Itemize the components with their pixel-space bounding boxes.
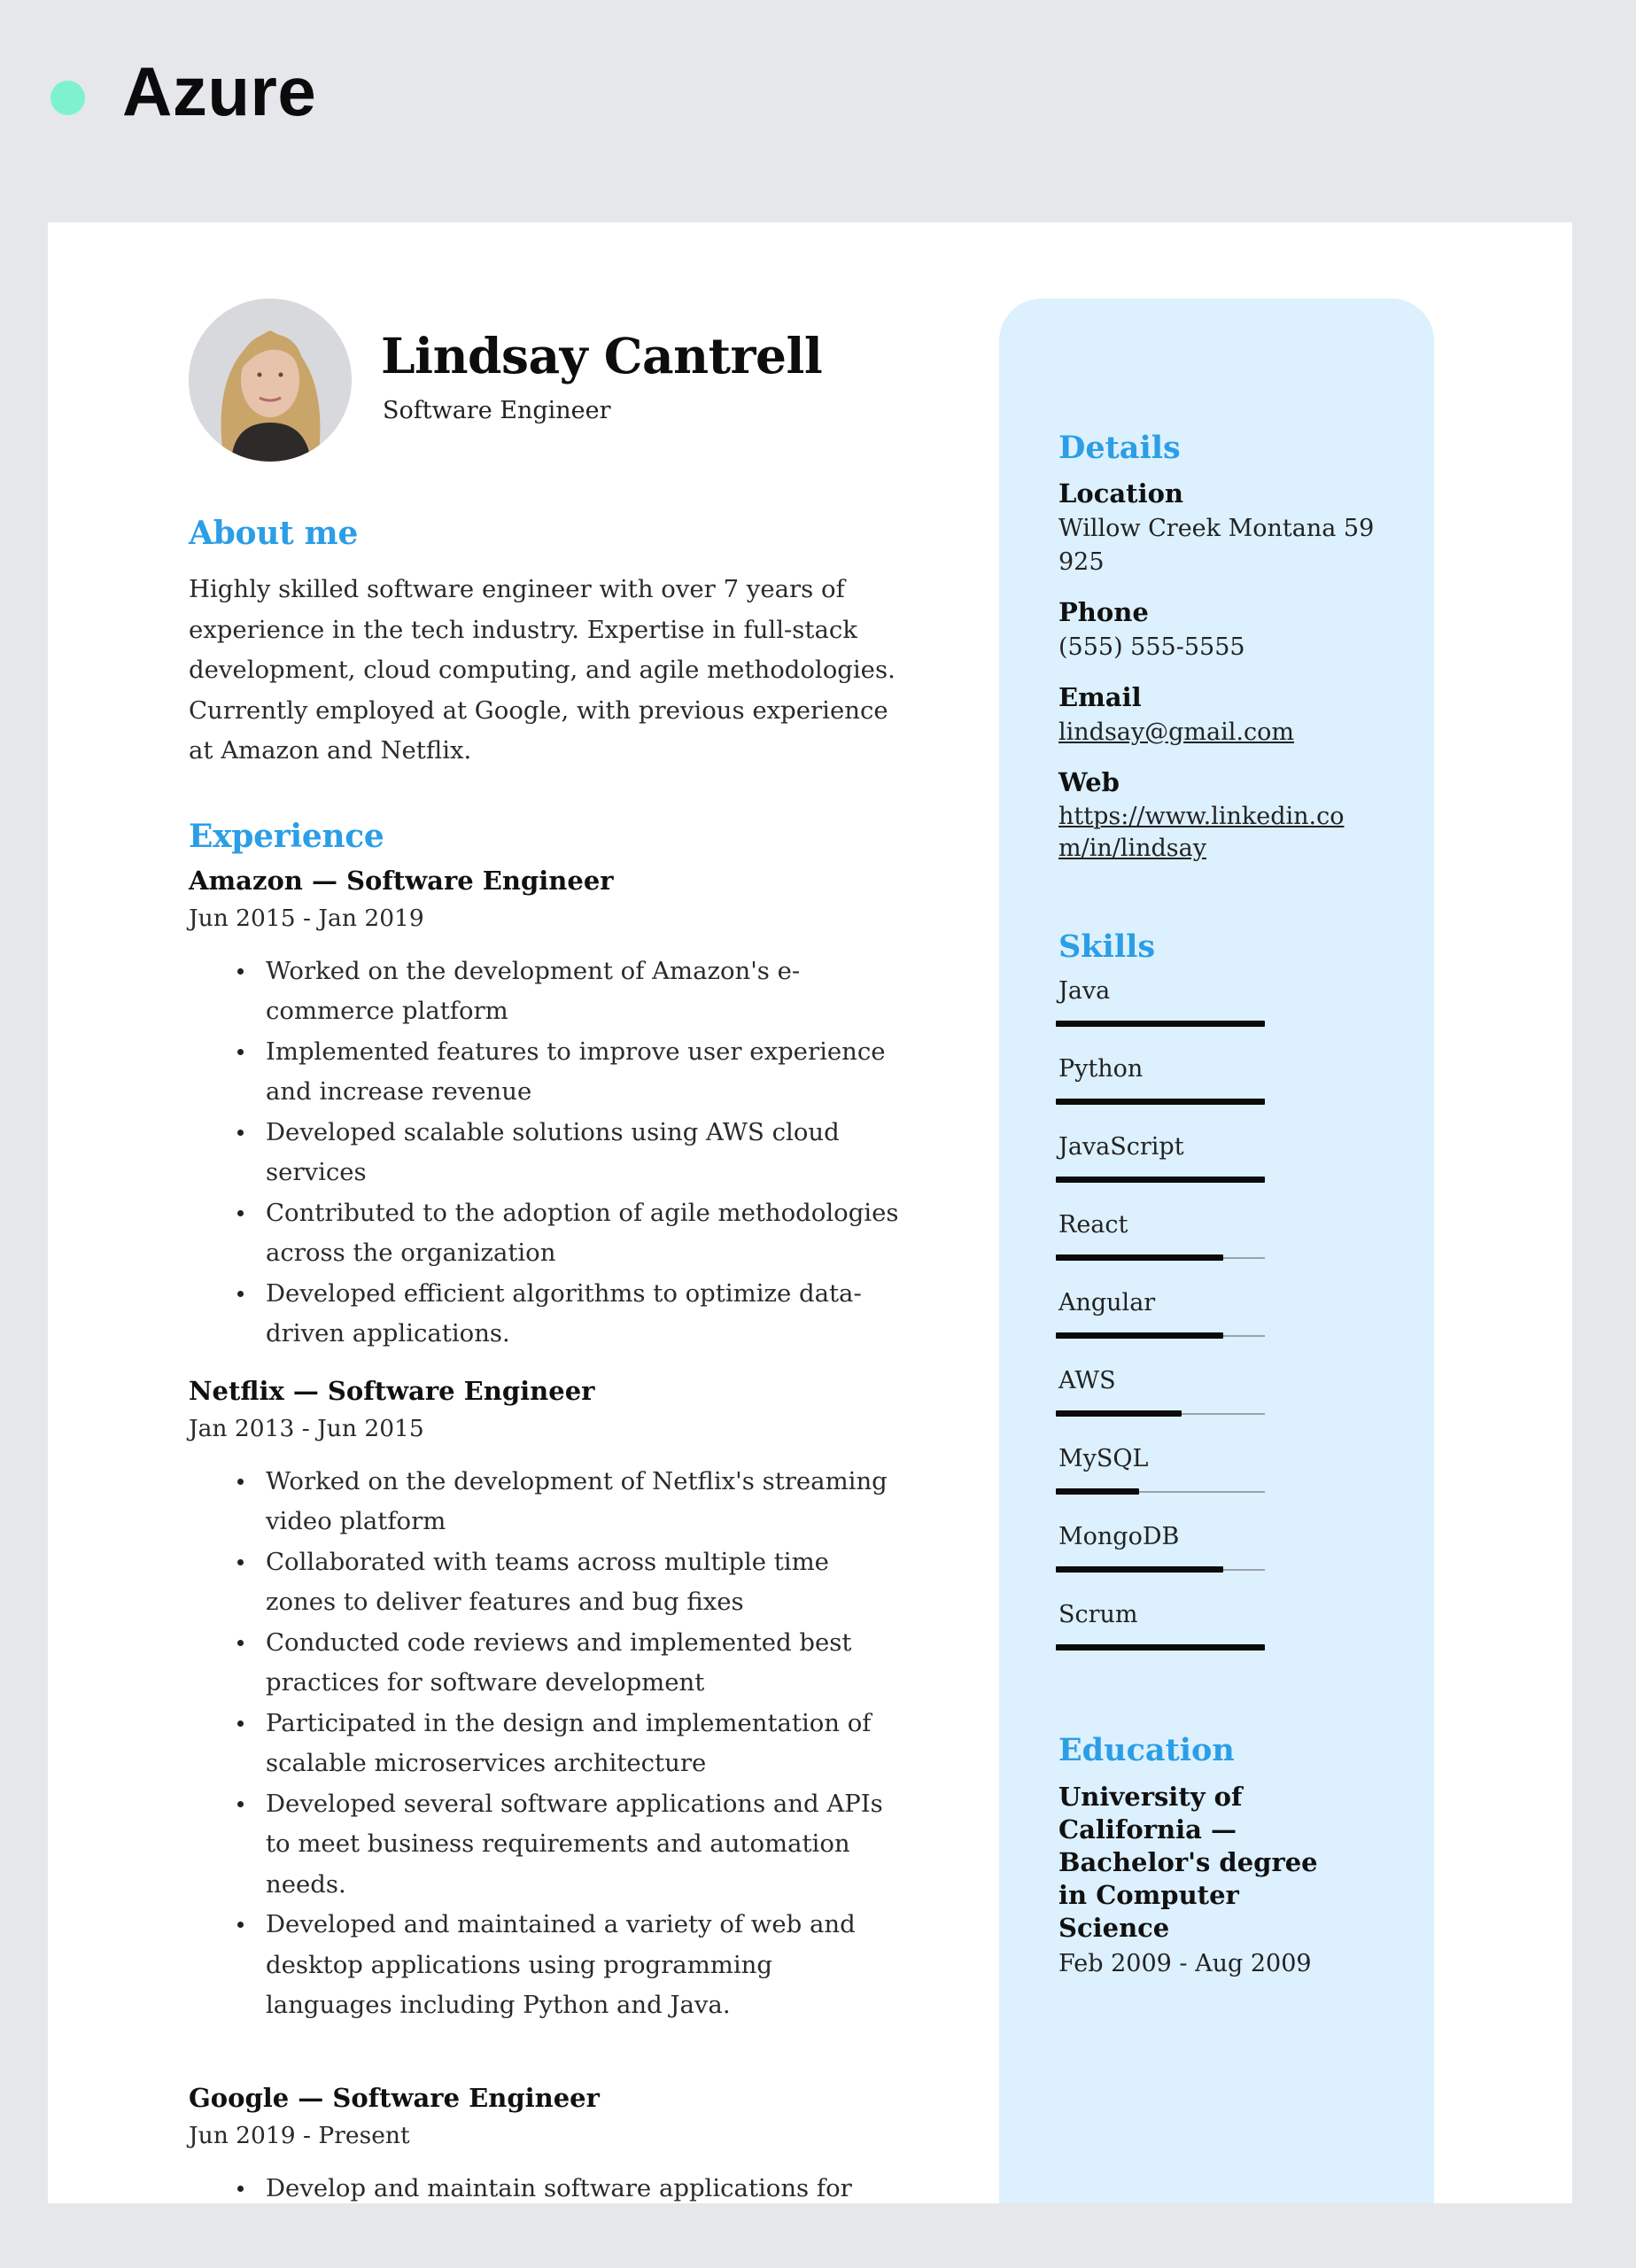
location-label: Location — [1058, 478, 1184, 509]
skill-level-fill — [1056, 1566, 1223, 1573]
job-dates: Jan 2013 - Jun 2015 — [189, 1414, 424, 1442]
skill-name: JavaScript — [1058, 1133, 1184, 1161]
experience-heading: Experience — [189, 817, 384, 855]
job-entry-google — [189, 2083, 942, 2204]
bullet-text: Contributed to the adoption of agile methodologies across the organization — [266, 1198, 899, 1267]
skill-level-fill — [1056, 1410, 1182, 1417]
phone-value: (555) 555-5555 — [1058, 633, 1245, 661]
skills-list — [1058, 972, 1413, 1666]
skill-level-fill — [1056, 1254, 1223, 1261]
job-bullets — [189, 2169, 942, 2204]
skill-name: Java — [1058, 977, 1111, 1005]
sidebar-content — [1058, 430, 1413, 1977]
job-heading: Google — Software Engineer — [189, 2082, 600, 2113]
skill-item — [1058, 1518, 1413, 1588]
job-dates: Jun 2015 - Jan 2019 — [189, 904, 424, 932]
bullet-icon — [237, 1130, 244, 1136]
list-item — [189, 951, 903, 1032]
candidate-title: Software Engineer — [383, 397, 611, 424]
email-label: Email — [1058, 682, 1142, 712]
bullet-icon — [237, 1559, 244, 1565]
bullet-icon — [237, 2186, 244, 2192]
list-item — [189, 1784, 903, 1906]
skill-item — [1058, 1596, 1413, 1666]
skill-level-bar — [1056, 1257, 1265, 1259]
skill-item — [1058, 1362, 1413, 1433]
job-bullets — [189, 1462, 942, 2026]
skill-level-bar — [1056, 1179, 1265, 1181]
profile-photo — [189, 299, 352, 462]
list-item — [189, 1193, 903, 1274]
list-item — [189, 1032, 903, 1113]
skill-level-bar — [1056, 1647, 1265, 1649]
top-bar — [0, 0, 1636, 204]
skill-level-fill — [1056, 1021, 1265, 1027]
education-dates: Feb 2009 - Aug 2009 — [1058, 1950, 1312, 1977]
skill-item — [1058, 1206, 1413, 1277]
skills-heading: Skills — [1058, 928, 1156, 965]
list-item — [189, 1623, 903, 1704]
list-item — [189, 1905, 903, 2026]
bullet-icon — [237, 1922, 244, 1928]
web-label: Web — [1058, 767, 1120, 797]
sidebar — [999, 299, 1434, 2203]
bullet-icon — [237, 1801, 244, 1807]
skill-name: MySQL — [1058, 1445, 1149, 1472]
skill-name: Angular — [1058, 1289, 1156, 1317]
skill-level-fill — [1056, 1177, 1265, 1183]
bullet-text: Worked on the development of Netflix's streaming video platform — [266, 1466, 888, 1535]
skill-level-bar — [1056, 1569, 1265, 1571]
web-link[interactable]: https://www.linkedin.com/in/lindsay — [1058, 803, 1345, 862]
about-text: Highly skilled software engineer with over 7 years of experience in the tech industry. Expertise in full-stack development, cloud computing, and agile methodologies. Currently employed at Google, with previous experience at Amazon and Netflix. — [189, 575, 896, 765]
skill-level-bar — [1056, 1335, 1265, 1337]
job-entry-amazon — [189, 866, 942, 1355]
bullet-text: Develop and maintain software applications for — [266, 2173, 852, 2202]
bullet-icon — [237, 1210, 244, 1216]
list-item — [189, 1274, 903, 1355]
details-heading: Details — [1058, 430, 1181, 466]
skill-name: Scrum — [1058, 1601, 1138, 1628]
job-heading: Netflix — Software Engineer — [189, 1375, 595, 1406]
main-column — [189, 515, 942, 2203]
job-heading: Amazon — Software Engineer — [189, 865, 614, 896]
bullet-icon — [237, 968, 244, 975]
bullet-text: Developed scalable solutions using AWS cloud services — [266, 1117, 840, 1186]
skill-name: MongoDB — [1058, 1523, 1180, 1550]
bullet-text: Developed several software applications and APIs to meet business requirements and automation needs. — [266, 1789, 883, 1899]
list-item — [189, 1462, 903, 1542]
skill-level-fill — [1056, 1488, 1139, 1495]
skill-level-fill — [1056, 1332, 1223, 1339]
status-dot-icon — [50, 81, 85, 115]
bullet-icon — [237, 1479, 244, 1485]
phone-label: Phone — [1058, 597, 1149, 627]
skill-name: AWS — [1058, 1367, 1116, 1394]
bullet-text: Conducted code reviews and implemented best practices for software development — [266, 1627, 852, 1697]
template-title: Azure — [122, 52, 317, 130]
location-value: Willow Creek Montana 59 925 — [1058, 515, 1375, 576]
bullet-icon — [237, 1640, 244, 1646]
skill-item — [1058, 1284, 1413, 1355]
skill-level-bar — [1056, 1023, 1265, 1025]
bullet-text: Participated in the design and implementation of scalable microservices architecture — [266, 1708, 872, 1777]
resume-page — [48, 222, 1572, 2203]
skill-name: Python — [1058, 1055, 1144, 1083]
skill-level-fill — [1056, 1099, 1265, 1105]
skill-level-fill — [1056, 1644, 1265, 1651]
list-item — [189, 1113, 903, 1193]
job-bullets — [189, 951, 942, 1355]
bullet-text: Developed efficient algorithms to optimize data-driven applications. — [266, 1278, 862, 1348]
skill-level-bar — [1056, 1101, 1265, 1103]
skill-item — [1058, 1050, 1413, 1121]
job-entry-netflix — [189, 1376, 942, 2026]
bullet-text: Worked on the development of Amazon's e-commerce platform — [266, 956, 801, 1025]
bullet-text: Implemented features to improve user experience and increase revenue — [266, 1037, 886, 1106]
skill-name: React — [1058, 1211, 1128, 1239]
bullet-icon — [237, 1720, 244, 1727]
education-degree: University of California — Bachelor's degree in Computer Science — [1058, 1782, 1318, 1943]
education-heading: Education — [1058, 1732, 1235, 1768]
bullet-icon — [237, 1049, 244, 1055]
candidate-name: Lindsay Cantrell — [381, 327, 823, 384]
list-item — [189, 2169, 903, 2204]
bullet-icon — [237, 1291, 244, 1297]
skill-level-bar — [1056, 1491, 1265, 1493]
skill-level-bar — [1056, 1413, 1265, 1415]
bullet-text: Collaborated with teams across multiple time zones to deliver features and bug fixes — [266, 1547, 829, 1616]
bullet-text: Developed and maintained a variety of web and desktop applications using programming languages including Python and Java. — [266, 1910, 856, 2019]
job-dates: Jun 2019 - Present — [189, 2121, 410, 2149]
email-link[interactable]: lindsay@gmail.com — [1058, 718, 1294, 746]
skill-item — [1058, 1128, 1413, 1199]
list-item — [189, 1542, 903, 1623]
about-heading: About me — [189, 515, 359, 552]
skill-item — [1058, 972, 1413, 1043]
avatar-icon — [189, 299, 352, 462]
skill-item — [1058, 1440, 1413, 1511]
list-item — [189, 1704, 903, 1784]
